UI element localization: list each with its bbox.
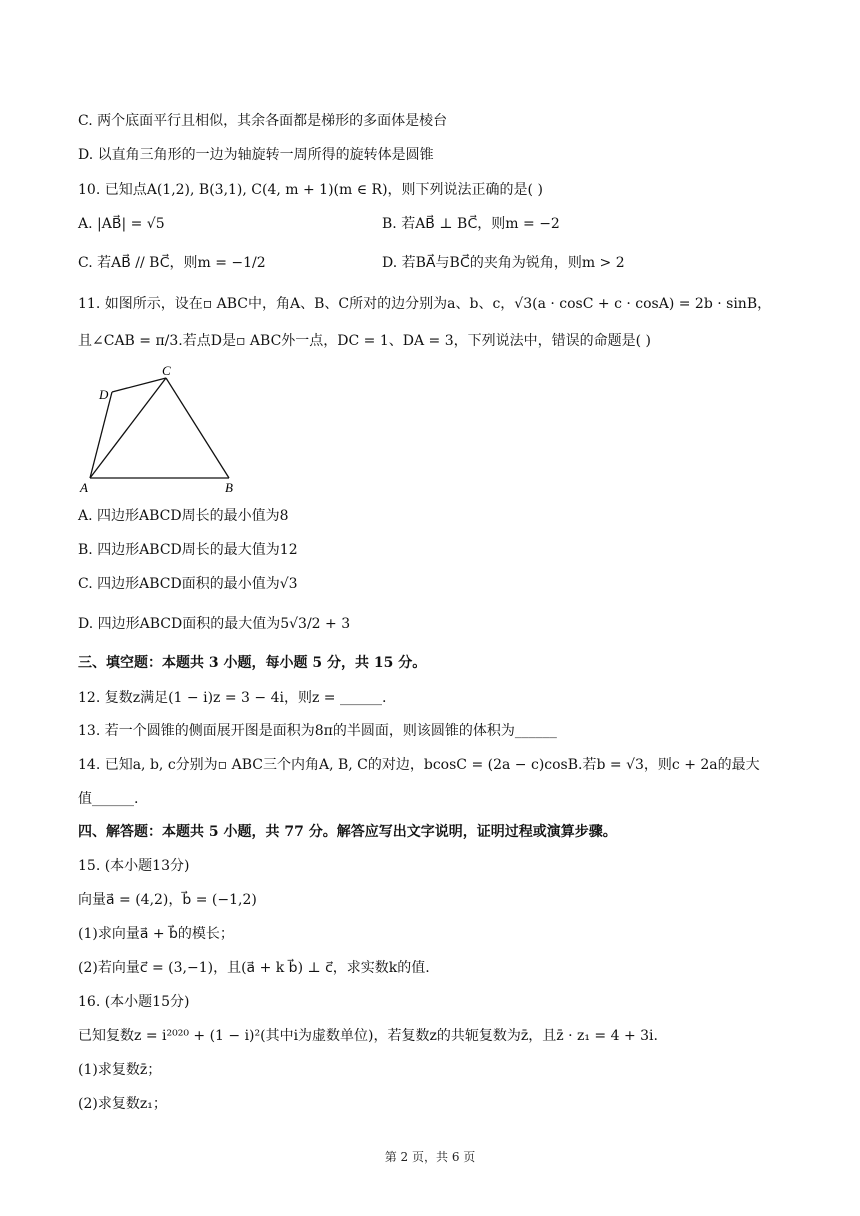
question-16-stem: 已知复数z = i²⁰²⁰ + (1 − i)²(其中i为虚数单位)，若复数z的共轭复数为z̄，且z̄ · z₁ = 4 + 3i. bbox=[78, 1028, 658, 1044]
question-10-option-c: C. 若AB⃗ // BC⃗，则m = −1/2 bbox=[78, 255, 266, 271]
vertex-label-b: B bbox=[225, 480, 233, 495]
segment-dc bbox=[112, 378, 166, 392]
question-16-title: 16. (本小题15分) bbox=[78, 994, 190, 1010]
question-15-part1: (1)求向量a⃗ + b⃗的模长； bbox=[78, 926, 234, 942]
question-16-part2: (2)求复数z₁； bbox=[78, 1096, 167, 1112]
question-10-option-b: B. 若AB⃗ ⊥ BC⃗，则m = −2 bbox=[382, 216, 560, 232]
question-14-line1: 14. 已知a, b, c分别为▫ ABC三个内角A, B, C的对边，bcosC = (2a − c)cosB.若b = √3，则c + 2a的最大 bbox=[78, 757, 760, 773]
question-10-option-a: A. |AB⃗| = √5 bbox=[78, 216, 165, 232]
option-c-text: C. 两个底面平行且相似，其余各面都是梯形的多面体是棱台 bbox=[78, 113, 448, 129]
question-10-option-d: D. 若BA⃗与BC⃗的夹角为锐角，则m > 2 bbox=[382, 255, 625, 271]
question-11-option-a: A. 四边形ABCD周长的最小值为8 bbox=[78, 508, 289, 524]
question-15-title: 15. (本小题13分) bbox=[78, 858, 190, 874]
question-14-line2: 值______. bbox=[78, 791, 139, 807]
question-12: 12. 复数z满足(1 − i)z = 3 − 4i，则z = ______. bbox=[78, 690, 387, 706]
question-11-option-b: B. 四边形ABCD周长的最大值为12 bbox=[78, 542, 298, 558]
question-15-vectors: 向量a⃗ = (4,2)，b⃗ = (−1,2) bbox=[78, 892, 257, 908]
question-11-option-c: C. 四边形ABCD面积的最小值为√3 bbox=[78, 576, 298, 592]
question-16-part1: (1)求复数z̄； bbox=[78, 1062, 162, 1078]
vertex-label-a: A bbox=[80, 480, 88, 495]
question-11-option-d: D. 四边形ABCD面积的最大值为5√3/2 + 3 bbox=[78, 616, 351, 632]
segment-ad bbox=[90, 392, 112, 478]
page-footer: 第 2 页，共 6 页 bbox=[384, 1150, 476, 1164]
section-3-heading: 三、填空题：本题共 3 小题，每小题 5 分，共 15 分。 bbox=[78, 655, 427, 671]
question-13: 13. 若一个圆锥的侧面展开图是面积为8π的半圆面，则该圆锥的体积为______ bbox=[78, 723, 557, 739]
section-4-heading: 四、解答题：本题共 5 小题，共 77 分。解答应写出文字说明，证明过程或演算步骤。 bbox=[78, 824, 617, 840]
question-15-part2: (2)若向量c⃗ = (3,−1)，且(a⃗ + k b⃗) ⊥ c⃗，求实数k的值. bbox=[78, 960, 430, 976]
vertex-label-c: C bbox=[162, 363, 171, 378]
question-11-stem-line2: 且∠CAB = π/3.若点D是▫ ABC外一点，DC = 1、DA = 3，下列说法中，错误的命题是( ) bbox=[78, 333, 652, 349]
vertex-label-d: D bbox=[99, 387, 109, 402]
question-11-stem-line1: 11. 如图所示，设在▫ ABC中，角A、B、C所对的边分别为a、b、c，√3(a · cosC + c · cosA) = 2b · sinB， bbox=[78, 296, 772, 312]
question-10-stem: 10. 已知点A(1,2), B(3,1), C(4, m + 1)(m ∈ R)，则下列说法正确的是( ) bbox=[78, 182, 543, 198]
quadrilateral-figure bbox=[74, 362, 254, 497]
segment-cb bbox=[166, 378, 229, 478]
option-d-text: D. 以直角三角形的一边为轴旋转一周所得的旋转体是圆锥 bbox=[78, 147, 434, 163]
